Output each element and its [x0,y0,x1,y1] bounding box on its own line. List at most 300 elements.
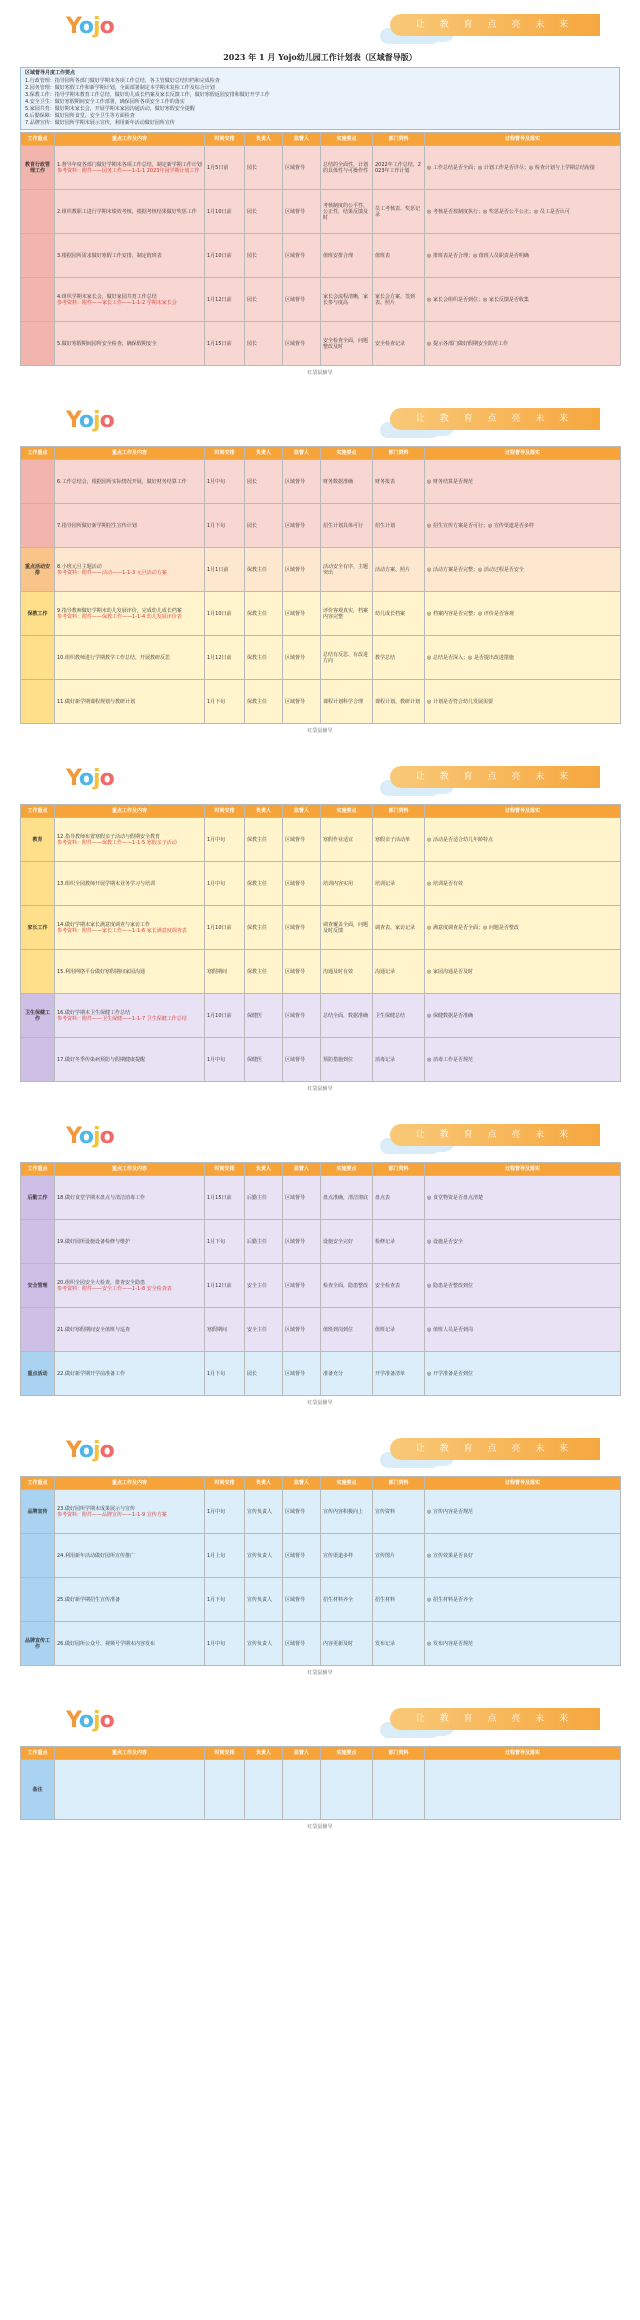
row-content [55,636,205,680]
row-owner: 园长 [245,234,283,278]
row-key: 考核制度的公平性、公正性，结果反馈及时 [321,190,373,234]
table-row [21,1264,621,1308]
column-header: 实施要点 [321,1747,373,1760]
row-check: ◎ 保健数据是否准确 [425,994,621,1038]
row-key: 家长会流程清晰，家长参与度高 [321,278,373,322]
row-owner: 园长 [245,278,283,322]
row-section [21,636,55,680]
row-key: 总结的全面性，计划的具体性与可操作性 [321,146,373,190]
row-time: 1月下旬 [205,680,245,724]
row-section: 品牌宣传 [21,1490,55,1534]
column-header: 负责人 [245,447,283,460]
row-content [55,460,205,504]
row-key: 宣传内容积极向上 [321,1490,373,1534]
row-docs: 开学准备清单 [373,1352,425,1396]
row-time: 1月中旬 [205,862,245,906]
row-check: ◎ 考核是否按制度执行；◎ 奖惩是否公平公正；◎ 员工是否认可 [425,190,621,234]
header-row [21,1747,621,1760]
table-row [21,862,621,906]
row-supervisor: 区域督导 [283,234,321,278]
row-owner: 保教主任 [245,906,283,950]
row-check: ◎ 排班表是否合理；◎ 值班人员职责是否明确 [425,234,621,278]
table-row [21,1220,621,1264]
column-header: 过程督导及落实 [425,1747,621,1760]
row-section: 备注 [21,1760,55,1820]
row-supervisor: 区域督导 [283,950,321,994]
content-text: 9.指导教师做好学期末幼儿发展评价，完成幼儿成长档案 [57,607,182,614]
yojo-logo: Yojo [66,14,114,39]
row-key: 盘点准确，清洁彻底 [321,1176,373,1220]
row-docs: 调查表、家访记录 [373,906,425,950]
row-supervisor: 区域督导 [283,906,321,950]
row-time: 1月5日前 [205,146,245,190]
row-check: ◎ 培训是否有效 [425,862,621,906]
row-docs: 教学总结 [373,636,425,680]
goals-box [20,67,620,130]
row-time: 1月15日前 [205,322,245,366]
row-key: 内容更新及时 [321,1622,373,1666]
row-content [55,1490,205,1534]
table-row [21,146,621,190]
row-check: ◎ 活动方案是否完整；◎ 活动过程是否安全 [425,548,621,592]
yojo-logo: Yojo [66,766,114,791]
row-content [55,1264,205,1308]
row-content [55,994,205,1038]
content-text: 7.指导园所做好新学期招生宣传计划 [57,522,137,529]
goals-title: 区域督导月度工作要点 [25,70,76,76]
page-divider [0,376,640,394]
row-supervisor: 区域督导 [283,1352,321,1396]
column-header: 实施要点 [321,1163,373,1176]
row-docs: 员工考核表、奖惩记录 [373,190,425,234]
column-header: 重点工作及内容 [55,805,205,818]
content-text: 14.做好学期末家长满意度调查与家访工作 [57,921,150,928]
column-header: 工作重点 [21,1747,55,1760]
plan-table [20,804,621,1082]
row-supervisor: 区域督导 [283,1220,321,1264]
table-row [21,1534,621,1578]
page-header [20,0,620,50]
row-docs: 幼儿成长档案 [373,592,425,636]
row-key: 值班到岗到位 [321,1308,373,1352]
row-time: 1月10日前 [205,234,245,278]
row-supervisor: 区域督导 [283,862,321,906]
row-check: ◎ 活动是否适合幼儿年龄特点 [425,818,621,862]
row-owner [245,1760,283,1820]
column-header: 实施要点 [321,1477,373,1490]
row-content [55,234,205,278]
row-check: ◎ 招生宣传方案是否可行；◎ 宣传渠道是否多样 [425,504,621,548]
plan-table [20,1162,621,1396]
row-content [55,278,205,322]
row-section [21,680,55,724]
footer-watermark: 红袋鼠辅导 [307,370,333,376]
column-header: 工作重点 [21,133,55,146]
page-divider [0,1676,640,1694]
content-text: 10.组织教师进行学期教学工作总结，开展教研反思 [57,654,170,661]
column-header: 工作重点 [21,447,55,460]
row-docs: 活动方案、照片 [373,548,425,592]
content-text: 8.小班元旦主题活动 [57,563,102,570]
row-supervisor: 区域督导 [283,1176,321,1220]
reference-text: 参考资料：附件——家长工作——1-1-6 家长满意度调查表 [57,927,187,934]
row-supervisor: 区域督导 [283,278,321,322]
row-owner: 园长 [245,322,283,366]
column-header: 部门资料 [373,133,425,146]
header-row [21,1163,621,1176]
column-header: 监督人 [283,1163,321,1176]
row-key: 总结有反思、有改进方向 [321,636,373,680]
row-supervisor: 区域督导 [283,680,321,724]
goal-item: 1.行政管理：指导园所各部门做好学期末各项工作总结，各主管做好总结归档和完成检查 [25,78,220,84]
row-check: ◎ 隐患是否整改到位 [425,1264,621,1308]
row-owner: 保教主任 [245,950,283,994]
column-header: 负责人 [245,1477,283,1490]
row-check: ◎ 值班人员是否到岗 [425,1308,621,1352]
plan-page [0,394,640,734]
row-check: ◎ 食堂物资是否盘点清楚 [425,1176,621,1220]
row-supervisor: 区域督导 [283,190,321,234]
row-check: ◎ 计划是否符合幼儿发展需要 [425,680,621,724]
row-content [55,1176,205,1220]
row-key: 总结全面，数据准确 [321,994,373,1038]
reference-text: 参考资料：附件——品牌宣传——1-1-9 宣传方案 [57,1511,167,1518]
page-header [20,752,620,802]
table-row [21,234,621,278]
row-section [21,504,55,548]
row-owner: 园长 [245,1352,283,1396]
goal-item: 2.园务管理：做好寒假工作和新学期计划，全面部署制定本学期末复检工作及综合计划 [25,85,215,91]
reference-text: 参考资料：附件——保教工作——1-1-4 幼儿发展评价表 [57,613,182,620]
goal-item: 5.家园共育：做好期末家长会，开展学期末家园沟通活动，做好寒假安全提醒 [25,106,195,112]
row-content [55,1352,205,1396]
content-text: 24.利用新年活动做好园所宣传推广 [57,1552,135,1559]
column-header: 部门资料 [373,805,425,818]
row-docs [373,1760,425,1820]
row-section: 卫生保健工作 [21,994,55,1038]
row-section [21,1308,55,1352]
column-header: 部门资料 [373,447,425,460]
row-owner: 园长 [245,504,283,548]
row-section [21,1038,55,1082]
row-check: ◎ 总结是否深入；◎ 是否提出改进措施 [425,636,621,680]
document-title: 2023 年 1 月 Yojo幼儿园工作计划表（区域督导版） [223,52,417,62]
row-supervisor: 区域督导 [283,592,321,636]
row-key: 课程计划科学合理 [321,680,373,724]
row-content [55,1622,205,1666]
row-key: 宣传渠道多样 [321,1534,373,1578]
row-time: 1月中旬 [205,818,245,862]
column-header: 时间安排 [205,1747,245,1760]
row-check: ◎ 满意度调查是否全面；◎ 问题是否整改 [425,906,621,950]
row-key: 调查覆盖全面，问题及时反馈 [321,906,373,950]
row-owner: 宣传负责人 [245,1534,283,1578]
column-header: 时间安排 [205,447,245,460]
row-section [21,322,55,366]
content-text: 19.做好园所设施设备检修与维护 [57,1238,130,1245]
reference-text: 参考资料：附件——园务工作——1-1-1 2023年园学期计划工作 [57,167,200,174]
row-section: 家长工作 [21,906,55,950]
row-supervisor: 区域督导 [283,1308,321,1352]
row-time: 1月中旬 [205,460,245,504]
column-header: 负责人 [245,1163,283,1176]
row-time: 1月中旬 [205,1038,245,1082]
row-check: ◎ 招生材料是否齐全 [425,1578,621,1622]
column-header: 负责人 [245,1747,283,1760]
content-text: 21.做好寒假期间安全值班与巡查 [57,1326,130,1333]
table-row [21,906,621,950]
row-time: 1月12日前 [205,278,245,322]
content-text: 16.做好学期末卫生保健工作总结 [57,1009,130,1016]
row-content [55,818,205,862]
row-check: ◎ 设施是否安全 [425,1220,621,1264]
row-owner: 保教主任 [245,862,283,906]
header-row [21,133,621,146]
column-header: 重点工作及内容 [55,1477,205,1490]
page-divider [0,1406,640,1424]
row-supervisor: 区域督导 [283,636,321,680]
row-docs: 消毒记录 [373,1038,425,1082]
yojo-logo: Yojo [66,1438,114,1463]
row-check: ◎ 档案内容是否完整；◎ 评价是否客观 [425,592,621,636]
row-docs: 家长会方案、签到表、照片 [373,278,425,322]
row-check: ◎ 财务结算是否规范 [425,460,621,504]
row-supervisor: 区域督导 [283,1534,321,1578]
column-header: 时间安排 [205,133,245,146]
row-time: 1月10日前 [205,190,245,234]
plan-page [0,752,640,1092]
table-row [21,1760,621,1820]
column-header: 负责人 [245,133,283,146]
row-docs: 安全检查表 [373,1264,425,1308]
column-header: 过程督导及落实 [425,133,621,146]
row-check: ◎ 发布内容是否规范 [425,1622,621,1666]
footer-watermark: 红袋鼠辅导 [307,1086,333,1092]
column-header: 监督人 [283,447,321,460]
footer-watermark: 红袋鼠辅导 [307,1400,333,1406]
row-content [55,592,205,636]
row-docs: 宣传图片 [373,1534,425,1578]
row-content [55,906,205,950]
row-key: 寒假作业适宜 [321,818,373,862]
row-owner: 保教主任 [245,680,283,724]
row-section [21,234,55,278]
row-docs: 发布记录 [373,1622,425,1666]
row-key: 沟通及时有效 [321,950,373,994]
column-header: 时间安排 [205,1163,245,1176]
page-header [20,394,620,444]
plan-page [0,1694,640,1830]
row-content [55,146,205,190]
column-header: 工作重点 [21,805,55,818]
page-header [20,1110,620,1160]
row-owner: 保健医 [245,1038,283,1082]
header-row [21,1477,621,1490]
row-supervisor: 区域督导 [283,994,321,1038]
row-content [55,1308,205,1352]
content-text: 13.组织全园教师开展学期末业务学习与培训 [57,880,155,887]
goal-item: 3.保教工作：指导学期末教育工作总结，做好幼儿成长档案及家长反馈工作，做好寒假返园安排和做好开学工作 [25,92,270,98]
row-owner: 园长 [245,190,283,234]
row-key: 预防措施到位 [321,1038,373,1082]
table-row [21,680,621,724]
row-key: 准备充分 [321,1352,373,1396]
content-text: 5.做好寒假期间园所安全检查，确保假期安全 [57,340,157,347]
row-check [425,1760,621,1820]
content-text: 1.督导年度各部门做好学期末各项工作总结，制定新学期工作计划 [57,161,202,168]
row-docs: 值班记录 [373,1308,425,1352]
row-docs: 宣传资料 [373,1490,425,1534]
row-check: ◎ 宣传内容是否规范 [425,1490,621,1534]
content-text: 20.组织全园安全大检查，排查安全隐患 [57,1279,145,1286]
table-row [21,548,621,592]
row-time: 1月12日前 [205,636,245,680]
row-check: ◎ 宣传效果是否良好 [425,1534,621,1578]
content-text: 15.利用网络平台做好寒假期间家园沟通 [57,968,145,975]
page-divider [0,1092,640,1110]
table-row [21,1490,621,1534]
row-owner: 安全主任 [245,1264,283,1308]
row-key: 财务数据准确 [321,460,373,504]
row-supervisor: 区域督导 [283,146,321,190]
table-row [21,190,621,234]
content-text: 6.工作总结会，根据园所实际情况开展，做好财务结算工作 [57,478,187,485]
row-owner: 保教主任 [245,548,283,592]
row-section [21,1220,55,1264]
row-owner: 保教主任 [245,636,283,680]
row-section [21,950,55,994]
content-text: 23.做好园所学期末成果展示与宣传 [57,1505,135,1512]
reference-text: 参考资料：附件——卫生保健——1-1-7 卫生保健工作总结 [57,1015,187,1022]
row-docs: 财务报表 [373,460,425,504]
row-check: ◎ 家园沟通是否及时 [425,950,621,994]
column-header: 监督人 [283,805,321,818]
row-check: ◎ 消毒工作是否规范 [425,1038,621,1082]
row-check: ◎ 家长会组织是否到位；◎ 家长反馈是否收集 [425,278,621,322]
slogan-banner: 让 教 育 点 亮 未 来 [390,408,600,430]
header-row [21,447,621,460]
table-row [21,592,621,636]
footer-watermark: 红袋鼠辅导 [307,1670,333,1676]
row-docs: 盘点表 [373,1176,425,1220]
goal-item: 4.安全卫生：做好寒假期间安全工作部署，确保园所各项安全工作的落实 [25,99,185,105]
column-header: 时间安排 [205,1477,245,1490]
column-header: 过程督导及落实 [425,1477,621,1490]
column-header: 过程督导及落实 [425,1163,621,1176]
row-time: 1月中旬 [205,1622,245,1666]
content-text: 12.指导教师布置寒假亲子活动与假期安全教育 [57,833,160,840]
reference-text: 参考资料：附件——活动——1-1-3 元旦活动方案 [57,569,167,576]
row-content [55,1038,205,1082]
row-content [55,190,205,234]
column-header: 实施要点 [321,133,373,146]
column-header: 工作重点 [21,1163,55,1176]
row-supervisor: 区域督导 [283,322,321,366]
row-key: 值班安排合理 [321,234,373,278]
column-header: 重点工作及内容 [55,447,205,460]
row-supervisor: 区域督导 [283,504,321,548]
row-time: 1月12日前 [205,1264,245,1308]
row-key: 活动安全有序，主题突出 [321,548,373,592]
row-section [21,460,55,504]
footer-watermark: 红袋鼠辅导 [307,1824,333,1830]
row-section [21,1534,55,1578]
slogan-banner: 让 教 育 点 亮 未 来 [390,1124,600,1146]
plan-table [20,1476,621,1666]
row-time: 寒假期间 [205,1308,245,1352]
row-time: 1月15日前 [205,1176,245,1220]
column-header: 实施要点 [321,447,373,460]
content-text: 25.做好新学期招生宣传准备 [57,1596,120,1603]
row-time: 1月下旬 [205,1220,245,1264]
plan-table [20,1746,621,1820]
table-row [21,994,621,1038]
column-header: 过程督导及落实 [425,805,621,818]
row-content [55,1220,205,1264]
row-key: 培训内容实用 [321,862,373,906]
row-time: 1月下旬 [205,1578,245,1622]
table-row [21,278,621,322]
row-check: ◎ 工作总结是否全面；◎ 计划工作是否详尽；◎ 检查计划与上学期总结衔接 [425,146,621,190]
row-docs: 检修记录 [373,1220,425,1264]
row-time: 寒假期间 [205,950,245,994]
row-owner: 宣传负责人 [245,1578,283,1622]
table-row [21,460,621,504]
row-section: 教育 [21,818,55,862]
reference-text: 参考资料：附件——安全工作——1-1-8 安全检查表 [57,1285,172,1292]
row-owner: 保教主任 [245,592,283,636]
row-section: 重点活动 [21,1352,55,1396]
row-owner: 后勤主任 [245,1176,283,1220]
row-supervisor: 区域督导 [283,1622,321,1666]
row-time: 1月下旬 [205,504,245,548]
row-supervisor: 区域督导 [283,460,321,504]
row-section [21,862,55,906]
table-row [21,636,621,680]
row-time: 1月10日前 [205,592,245,636]
slogan-banner: 让 教 育 点 亮 未 来 [390,14,600,36]
row-key: 检查全面，隐患整改 [321,1264,373,1308]
page-header [20,1424,620,1474]
table-row [21,322,621,366]
reference-text: 参考资料：附件——保教工作——1-1-5 寒假亲子活动 [57,839,177,846]
row-section: 后勤工作 [21,1176,55,1220]
column-header: 部门资料 [373,1747,425,1760]
goal-item: 7.品牌宣传：做好园所学期末展示宣传，利用新年活动做好园所宣传 [25,120,175,126]
row-key: 安全检查全面，问题整改及时 [321,322,373,366]
row-time: 1月中旬 [205,1490,245,1534]
row-time: 1月1日前 [205,548,245,592]
plan-table [20,132,621,366]
row-section: 安全管理 [21,1264,55,1308]
column-header: 实施要点 [321,805,373,818]
column-header: 过程督导及落实 [425,447,621,460]
row-key: 评价客观真实，档案内容完整 [321,592,373,636]
row-content [55,1578,205,1622]
table-row [21,1176,621,1220]
content-text: 26.做好园所公众号、视频号学期末内容发布 [57,1640,155,1647]
row-time: 1月上旬 [205,1534,245,1578]
row-docs: 招生计划 [373,504,425,548]
plan-table [20,446,621,724]
content-text: 18.做好食堂学期末盘点与清洁消毒工作 [57,1194,145,1201]
row-section [21,1578,55,1622]
footer-watermark: 红袋鼠辅导 [307,728,333,734]
yojo-logo: Yojo [66,1124,114,1149]
table-row [21,1622,621,1666]
yojo-logo: Yojo [66,1708,114,1733]
goal-item: 6.后勤保障：做好园所食堂、安全卫生等方面检查 [25,113,135,119]
